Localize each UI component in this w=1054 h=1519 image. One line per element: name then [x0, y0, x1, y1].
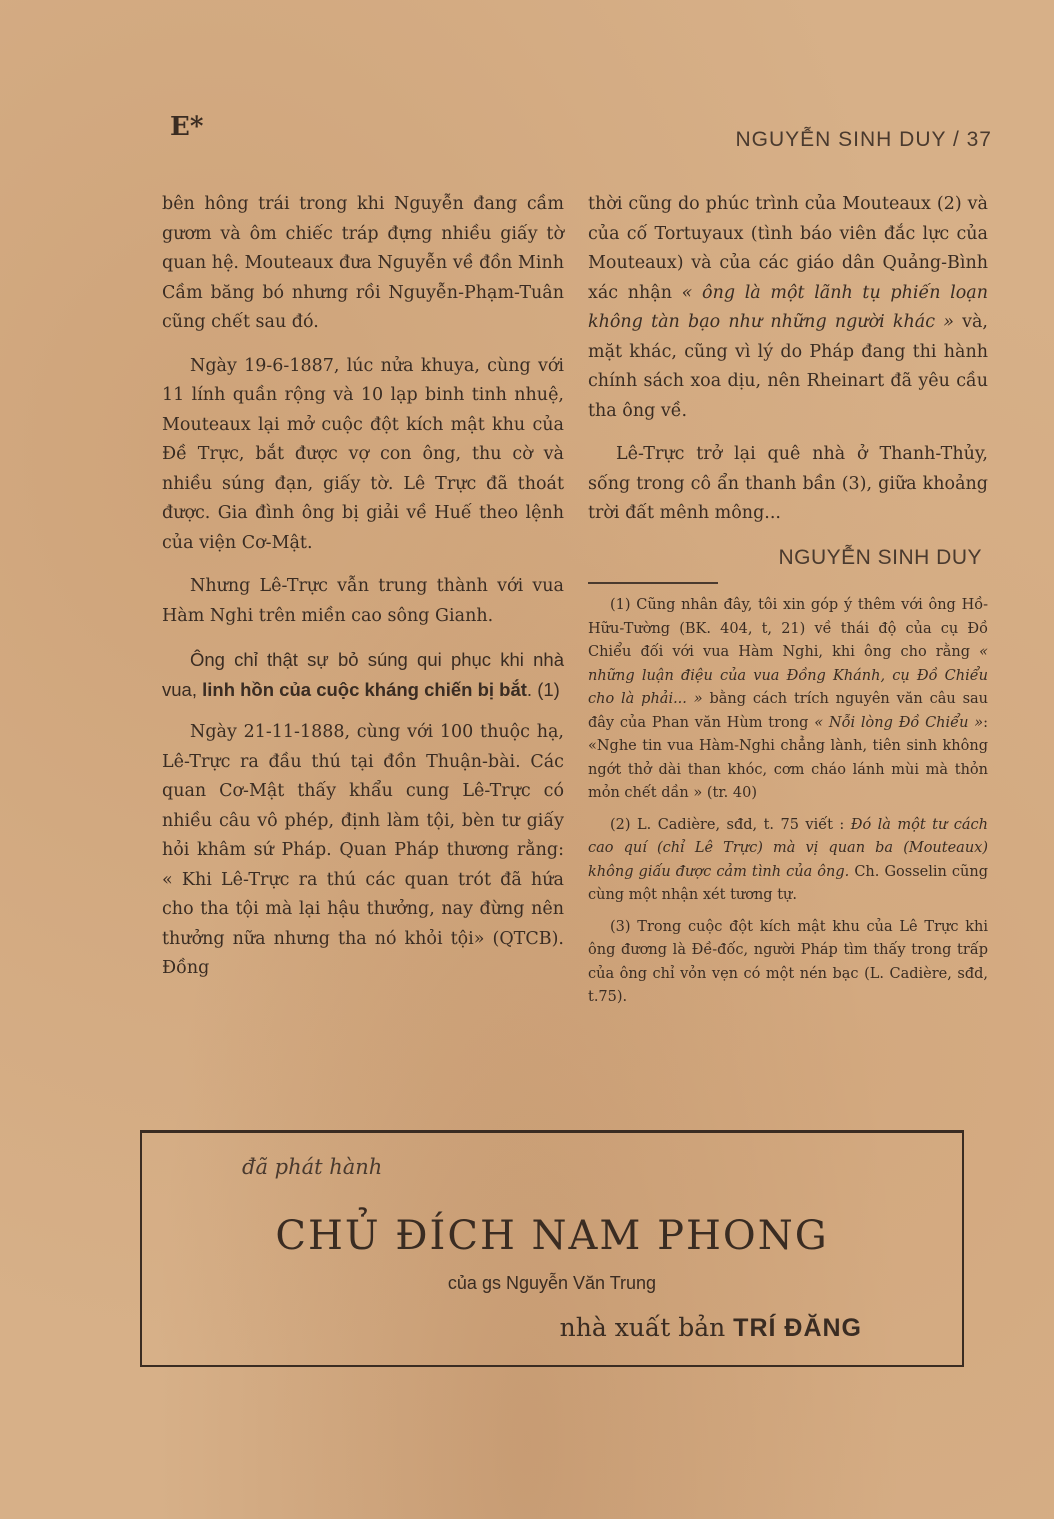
paragraph: Ngày 19-6-1887, lúc nửa khuya, cùng với 11 lính quần rộng và 10 lạp binh tinh nhuệ, Mouteaux lại mở cuộc đột kích mật khu của Đề Trực, bắt được vợ con ông, thu cờ và nhiều súng đạn, giấy tờ. Lê Trực đã thoát được. Gia đình ông bị giải về Huế theo lệnh của viện Cơ-Mật. — [162, 355, 564, 553]
footnote-ref: . (1) — [526, 678, 560, 700]
release-notice: đã phát hành — [242, 1155, 383, 1179]
paragraph — [588, 190, 988, 426]
paragraph-text: và, mặt khác, cũng vì lý do Pháp đang thi hành chính sách xoa dịu, nên Rheinart đã yêu cầu tha ông về. — [588, 312, 988, 421]
right-column — [588, 190, 988, 1018]
paragraph: Nhưng Lê-Trực vẫn trung thành với vua Hàm Nghi trên miền cao sông Gianh. — [162, 576, 564, 626]
work-title: « Nỗi lòng Đồ Chiểu » — [814, 714, 984, 731]
book-author: của gs Nguyễn Văn Trung — [447, 1273, 657, 1293]
footnote-divider — [588, 582, 718, 584]
footnote-text: (1) Cũng nhân đây, tôi xin góp ý thêm với ông Hồ-Hữu-Tường (BK. 404, t, 21) về thái độ của cụ Đồ Chiểu đối với vua Hàm Nghi, khi ông cho rằng — [588, 597, 988, 660]
quotation: « ông là một lãnh tụ phiến loạn không tàn bạo như những người khác » — [588, 282, 988, 332]
paragraph — [162, 645, 564, 704]
printer-signature-mark: E* — [170, 112, 204, 142]
publisher-name: TRÍ ĐĂNG — [733, 1314, 862, 1342]
footnotes — [588, 594, 988, 1010]
paragraph-text: Ông chỉ thật sự bỏ súng qui phục khi nhà vua, — [162, 649, 564, 700]
quotation: Đó là một tư cách cao quí (chỉ Lê Trực) mà vị quan ba (Mouteaux) không giấu được cảm tình của ông. — [588, 816, 988, 880]
quotation: « những luận điệu của vua Đồng Khánh, cụ Đồ Chiểu cho là phải... » — [588, 644, 988, 707]
running-head: NGUYỄN SINH DUY / 37 — [735, 128, 992, 151]
footnote-text: Ch. Gosselin cũng cùng một nhận xét tương tự. — [588, 863, 989, 903]
paragraph: Lê-Trực trở lại quê nhà ở Thanh-Thủy, sống trong cô ẩn thanh bần (3), giữa khoảng trời đất mênh mông... — [588, 444, 988, 523]
left-column — [162, 190, 564, 998]
footnote-text: bằng cách trích nguyên văn câu sau đây của Phan văn Hùm trong — [588, 691, 989, 731]
publisher-prefix: nhà xuất bản — [559, 1313, 734, 1342]
publisher-line — [560, 1313, 862, 1343]
footnote-text: (2) L. Cadière, sđd, t. 75 viết : — [610, 816, 851, 833]
author-signature: NGUYỄN SINH DUY — [778, 545, 982, 569]
advertisement-box — [140, 1130, 964, 1367]
footnote: (3) Trong cuộc đột kích mật khu của Lê Trực khi ông đương là Đề-đốc, người Pháp tìm thấy trong trấp của ông chỉ vỏn vẹn có một nén bạc (L. Cadière, sđd, t.75). — [588, 918, 988, 1005]
footnote — [588, 594, 988, 806]
paragraph: bên hông trái trong khi Nguyễn đang cầm gươm và ôm chiếc tráp đựng nhiều giấy tờ quan hệ. Mouteaux đưa Nguyễn về đồn Minh Cầm băng bó nhưng rồi Nguyễn-Phạm-Tuân cũng chết sau đó. — [162, 194, 564, 332]
emphasized-phrase: linh hồn của cuộc kháng chiến bị bắt — [202, 678, 527, 700]
paragraph: Ngày 21-11-1888, cùng với 100 thuộc hạ, Lê-Trực ra đầu thú tại đồn Thuận-bài. Các quan Cơ-Mật thấy khẩu cung Lê-Trực có nhiều câu vô phép, định làm tội, bèn tư giấy hỏi khâm sứ Pháp. Quan Pháp thương rằng: « Khi Lê-Trực ra thú các quan trót đã hứa cho tha tội mà lại hậu thưởng, nay đừng nên thưởng nữa nhưng tha nó khỏi tội» (QTCB). Đồng — [162, 722, 564, 978]
footnote-text: : «Nghe tin vua Hàm-Nghi chẳng lành, tiên sinh không ngớt thở dài than khóc, cơm cháo lánh mùi mà thỏn mỏn chết dần » (tr. 40) — [588, 714, 988, 801]
footnote — [588, 814, 988, 908]
paragraph-text: thời cũng do phúc trình của Mouteaux (2) và của cố Tortuyaux (tình báo viên đắc lực của Mouteaux) và của các giáo dân Quảng-Bình xác nhận — [588, 194, 988, 303]
book-title: CHỦ ĐÍCH NAM PHONG — [275, 1213, 829, 1259]
